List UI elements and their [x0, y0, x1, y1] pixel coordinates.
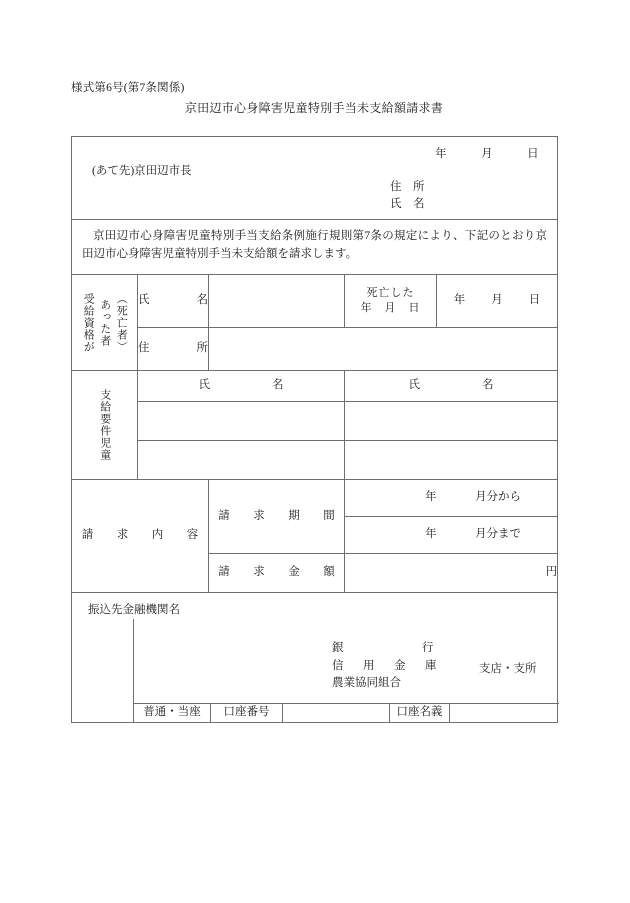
applicant-name-label: 氏 名 [390, 197, 425, 210]
children-vertical-label [72, 389, 137, 461]
children-col1-header [138, 377, 344, 394]
deceased-address-label-a: 住 [138, 342, 150, 355]
statement-row [72, 220, 558, 275]
claim-period-from-line [345, 489, 557, 506]
applicant-address-label: 住 所 [390, 181, 425, 193]
death-date-label-line1: 死亡した [366, 287, 415, 300]
children-row2-col2-value[interactable] [345, 441, 558, 480]
children-col2-header-b: 名 [482, 379, 494, 392]
deceased-section-label-cell [72, 275, 138, 371]
claim-period-to-line [345, 526, 557, 543]
submission-month-label: 月 [481, 148, 493, 160]
document-title: 京田辺市心身障害児童特別手当未支給額請求書 [184, 101, 444, 115]
deceased-death-date-value-cell[interactable] [437, 275, 558, 328]
period-to-year-label: 年 [425, 528, 437, 541]
submission-year-label: 年 [435, 148, 447, 160]
children-row2-col1-value[interactable] [138, 441, 345, 480]
header-cell [72, 137, 558, 220]
children-header-row [72, 371, 558, 402]
deceased-death-date-label-cell [345, 275, 437, 328]
account-type-label[interactable]: 普通・当座 [134, 704, 211, 722]
deceased-address-label-b: 所 [196, 342, 208, 355]
bank-cell [72, 593, 558, 723]
claim-amount-unit: 円 [545, 566, 558, 579]
header-row [72, 137, 558, 220]
children-label-text: 支給要件児童 [98, 389, 111, 461]
children-row-1 [72, 402, 558, 441]
deceased-label-line1: （死亡者） [115, 292, 128, 353]
deceased-vertical-label [72, 275, 137, 370]
bank-kind-cell[interactable] [134, 619, 559, 704]
children-row1-col2-value[interactable] [345, 402, 558, 441]
account-holder-label: 口座名義 [390, 704, 450, 722]
period-from-year-label: 年 [425, 491, 437, 504]
deceased-address-value[interactable] [209, 328, 558, 371]
claim-section-label: 請 求 内 容 [72, 480, 209, 593]
deceased-label-line3: 受給資格が [82, 292, 95, 353]
bank-branch-label: 支店・支所 [479, 663, 537, 676]
bank-section-label: 振込先金融機関名 [88, 604, 180, 616]
bank-kind-shinkin: 信 用 金 庫 [332, 659, 441, 672]
bank-row [72, 593, 558, 723]
death-month-label: 月 [491, 294, 503, 307]
account-number-label: 口座番号 [211, 704, 283, 722]
bank-kind-bank: 銀 行 [332, 642, 445, 655]
claim-period-label: 請 求 期 間 [209, 480, 345, 554]
children-col1-header-a: 氏 [198, 379, 210, 392]
addressee-label: (あて先)京田辺市長 [92, 165, 192, 177]
bank-kind-list [332, 640, 445, 692]
deceased-address-label [138, 340, 208, 357]
deceased-address-row [72, 328, 558, 371]
children-section-label-cell [72, 371, 138, 480]
claim-amount-cell[interactable] [345, 554, 558, 593]
deceased-name-label [138, 292, 208, 309]
account-holder-value[interactable] [450, 704, 559, 722]
children-row1-col1-value[interactable] [138, 402, 345, 441]
deceased-address-label-cell [138, 328, 209, 371]
death-year-label: 年 [453, 294, 466, 307]
claim-amount-label: 請 求 金 額 [209, 554, 345, 593]
statement-text: 京田辺市心身障害児童特別手当支給条例施行規則第7条の規定により、下記のとおり京田辺市心身障害児童特別手当未支給額を請求します。 [82, 230, 548, 260]
form-number: 様式第6号(第7条関係) [71, 82, 185, 94]
deceased-name-row [72, 275, 558, 328]
submission-day-label: 日 [527, 148, 539, 160]
bank-account-row [134, 704, 559, 722]
bank-inner-wrapper [72, 619, 557, 721]
children-col2-header-a: 氏 [408, 379, 421, 392]
children-row-2 [72, 441, 558, 480]
account-number-value[interactable] [283, 704, 390, 722]
deceased-name-value[interactable] [209, 275, 345, 328]
children-col2-header-cell [345, 371, 558, 402]
bank-kind-nokyo: 農業協同組合 [332, 677, 401, 690]
children-col1-header-cell [138, 371, 345, 402]
claim-period-from-row [72, 480, 558, 517]
claim-period-from-cell[interactable] [345, 480, 558, 517]
claim-period-to-cell[interactable] [345, 517, 558, 554]
children-col1-header-b: 名 [272, 379, 284, 392]
deceased-death-date-label [345, 286, 436, 316]
statement-cell [72, 220, 558, 275]
bank-kind-row [134, 619, 559, 704]
deceased-label-line2: あった者 [98, 298, 111, 347]
header-block [72, 137, 557, 219]
bank-kind-block [134, 619, 559, 703]
deceased-name-label-a: 氏 [138, 294, 150, 307]
bank-inner-table [133, 619, 559, 721]
form-table-wrapper [71, 136, 557, 723]
form-table [71, 136, 558, 723]
death-day-label: 日 [528, 294, 541, 307]
statement-block [72, 220, 557, 274]
deceased-name-label-cell [138, 275, 209, 328]
period-from-text: 月分から [475, 491, 522, 504]
death-date-label-line2: 年 月 日 [360, 302, 421, 314]
deceased-name-label-b: 名 [196, 294, 208, 307]
submission-date-line [435, 146, 541, 163]
death-date-fields [437, 292, 557, 309]
period-to-text: 月分まで [475, 528, 522, 541]
children-col2-header [345, 377, 557, 394]
applicant-block [390, 179, 425, 212]
